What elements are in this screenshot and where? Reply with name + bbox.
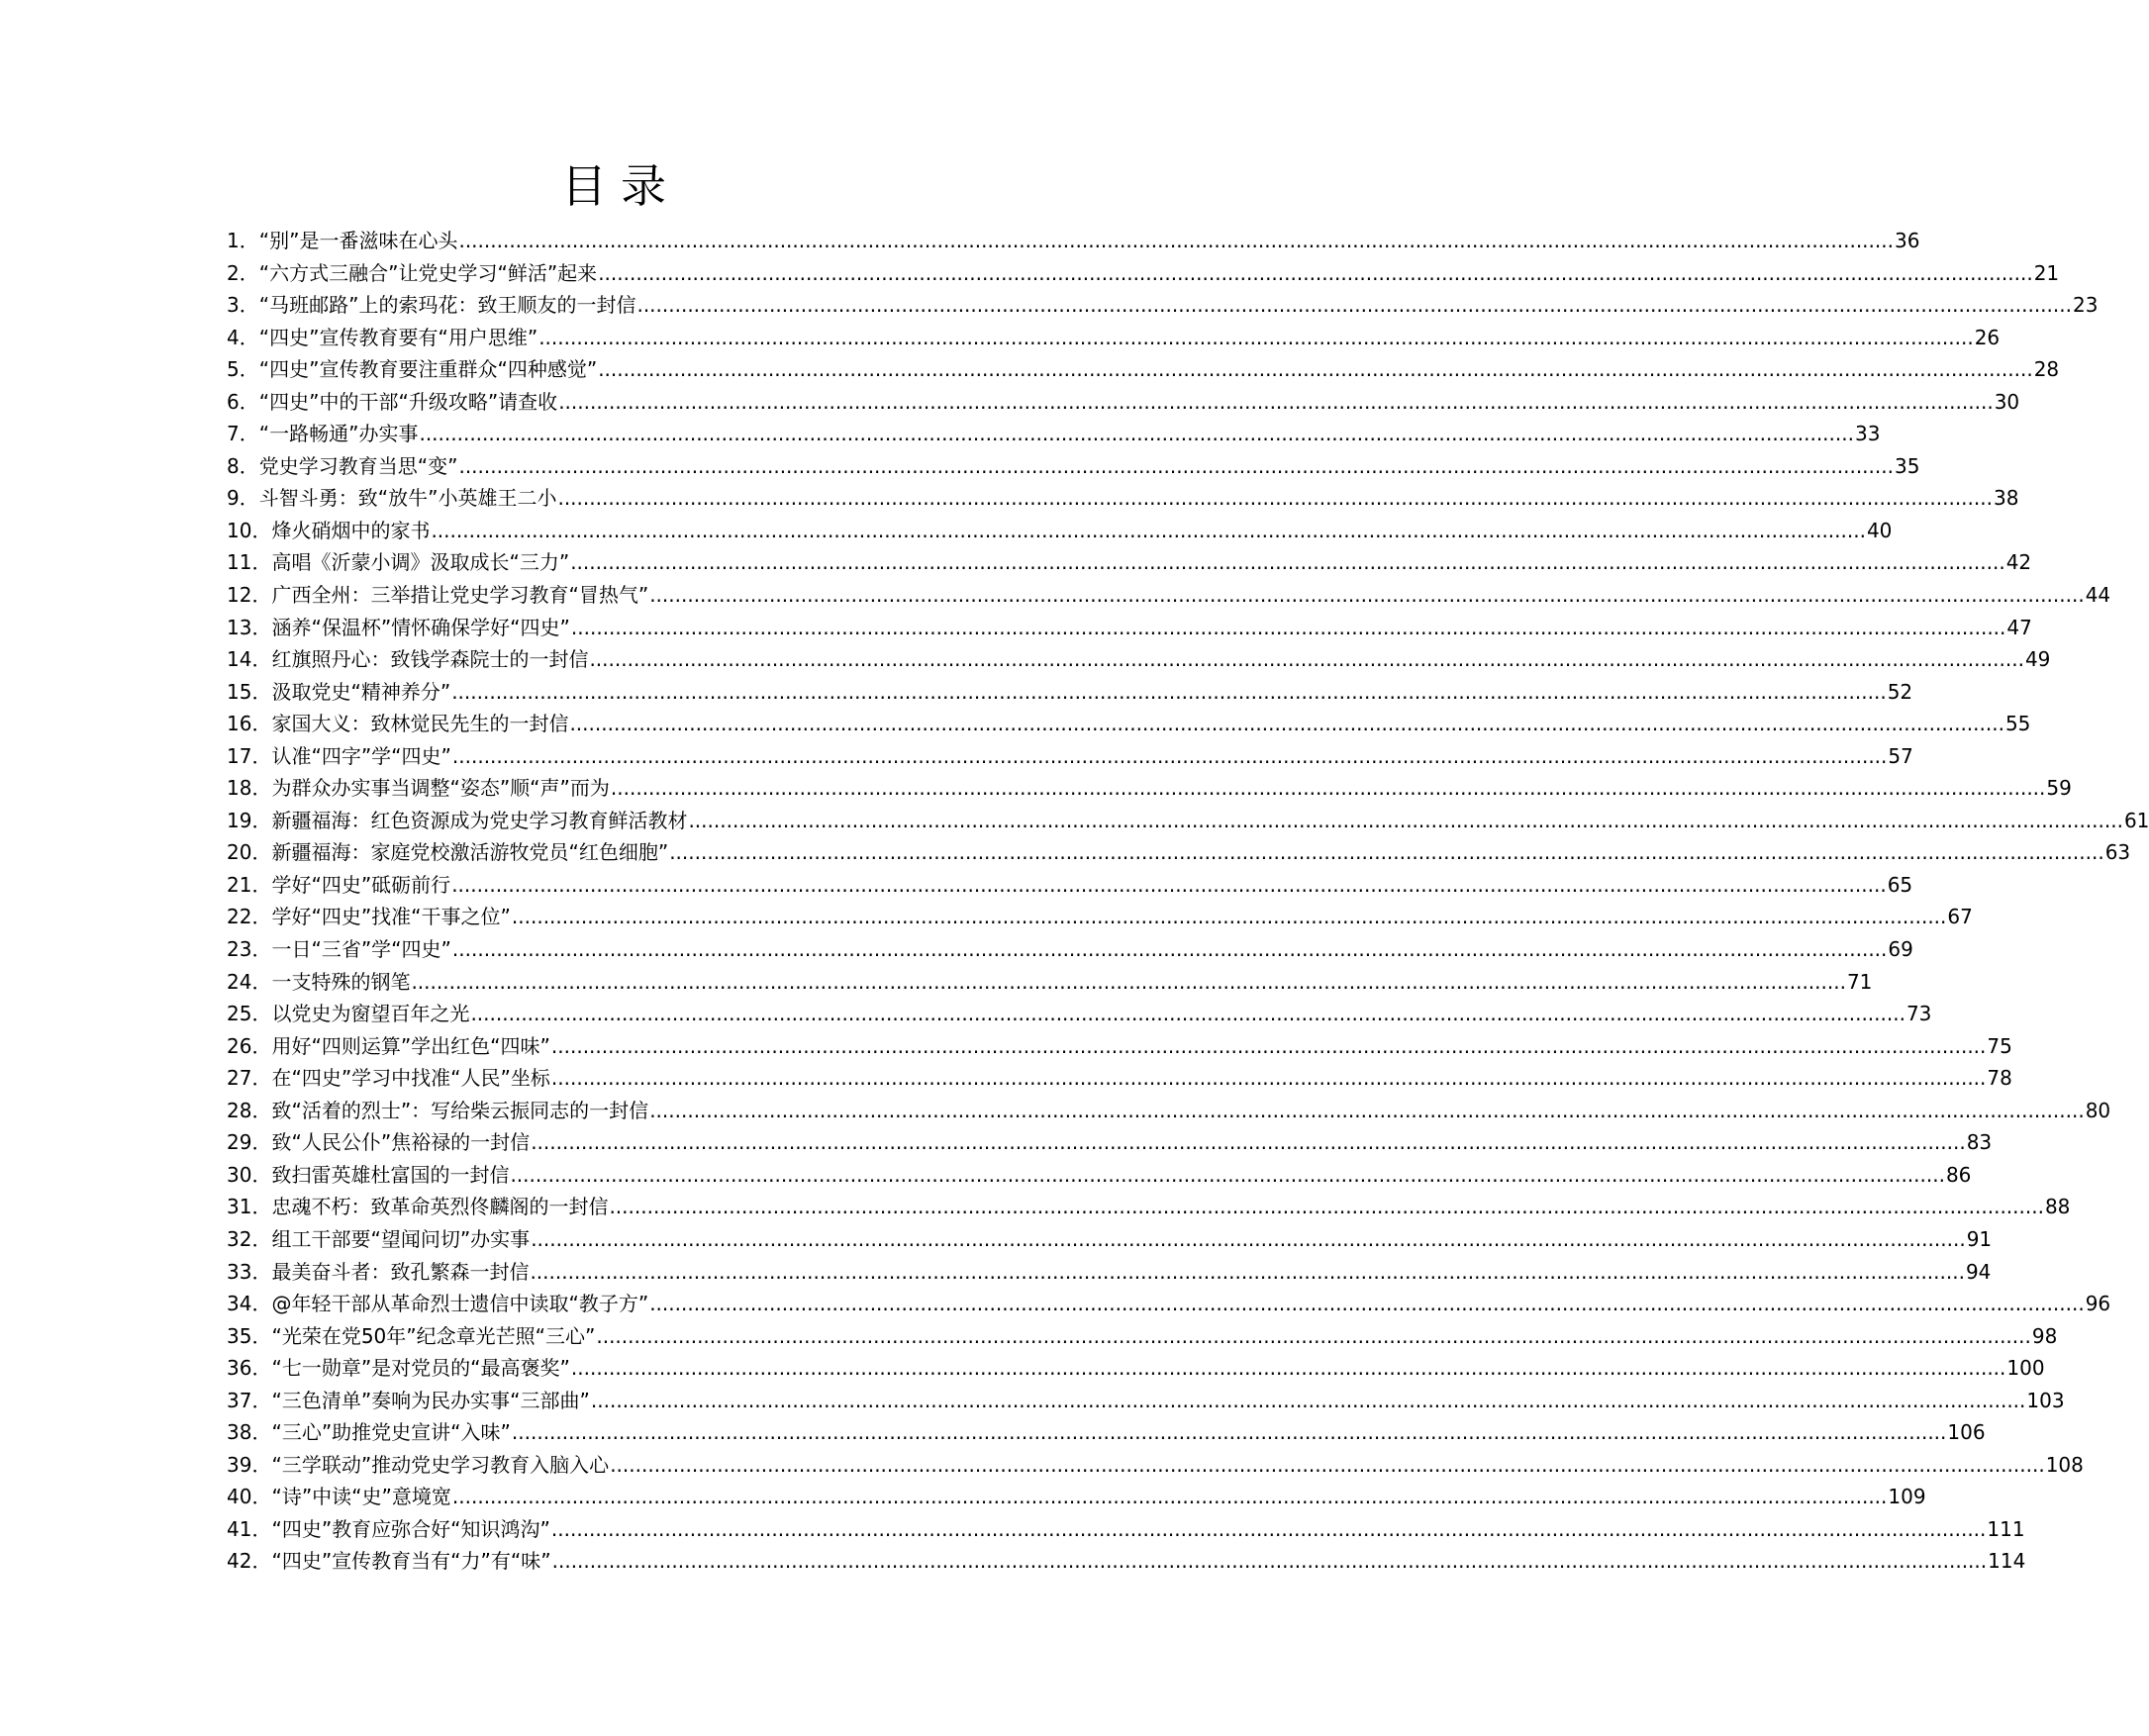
toc-dot-leader bbox=[451, 676, 1887, 709]
toc-entry-title: “四史”宣传教育要有“用户思维” bbox=[258, 325, 538, 349]
toc-dot-leader bbox=[458, 225, 1894, 257]
toc-entry-number: 42． bbox=[227, 1549, 272, 1574]
page-title: 目录 bbox=[561, 159, 680, 213]
toc-entry-title: 致“活着的烈士”：写给柴云振同志的一封信 bbox=[271, 1098, 649, 1122]
toc-dot-leader bbox=[558, 386, 1994, 419]
toc-entry[interactable] bbox=[227, 676, 1913, 709]
toc-entry-title: “一路畅通”办实事 bbox=[258, 422, 419, 446]
toc-entry[interactable] bbox=[227, 933, 1913, 966]
toc-dot-leader bbox=[649, 579, 2085, 612]
toc-entry-page-number: 36 bbox=[1894, 229, 1920, 252]
toc-entry-title: 学好“四史”砥砺前行 bbox=[271, 872, 451, 897]
toc-entry-title: 广西全州：三举措让党史学习教育“冒热气” bbox=[271, 583, 649, 608]
toc-entry-title: 新疆福海：家庭党校激活游牧党员“红色细胞” bbox=[271, 840, 669, 865]
toc-entry-page-number: 42 bbox=[2005, 550, 2032, 575]
toc-entry[interactable] bbox=[227, 708, 2031, 740]
toc-entry-title: 为群众办实事当调整“姿态”顺“声”而为 bbox=[271, 776, 610, 801]
toc-entry-page-number: 63 bbox=[2104, 840, 2131, 865]
toc-entry-page-number: 75 bbox=[1987, 1033, 2012, 1058]
toc-dot-leader bbox=[551, 1513, 1987, 1546]
toc-entry-page-number: 86 bbox=[1945, 1162, 1972, 1187]
toc-entry-number: 31． bbox=[227, 1195, 272, 1219]
toc-entry-title: “诗”中读“史”意境宽 bbox=[271, 1485, 451, 1509]
toc-entry-number: 16． bbox=[227, 712, 272, 736]
toc-entry-page-number: 114 bbox=[1988, 1549, 2026, 1574]
toc-entry[interactable] bbox=[227, 257, 2060, 290]
toc-entry-title: 家国大义：致林觉民先生的一封信 bbox=[271, 712, 569, 736]
toc-entry-page-number: 67 bbox=[1947, 905, 1973, 929]
toc-dot-leader bbox=[688, 805, 2123, 837]
toc-entry-page-number: 100 bbox=[2006, 1356, 2045, 1381]
toc-entry-title: 最美奋斗者：致孔繁森一封信 bbox=[271, 1259, 530, 1284]
toc-entry[interactable] bbox=[227, 869, 1913, 902]
toc-entry[interactable] bbox=[227, 1223, 1993, 1256]
toc-entry-page-number: 69 bbox=[1888, 937, 1913, 962]
toc-entry-number: 7． bbox=[227, 422, 259, 446]
toc-entry[interactable] bbox=[227, 1481, 1926, 1513]
toc-entry-title: 组工干部要“望闻问切”办实事 bbox=[271, 1226, 531, 1251]
toc-dot-leader bbox=[598, 257, 2033, 290]
toc-entry-title: 以党史为窗望百年之光 bbox=[271, 1002, 470, 1026]
toc-entry-number: 19． bbox=[227, 808, 272, 832]
toc-entry-page-number: 65 bbox=[1887, 872, 1913, 897]
toc-entry-title: 认准“四字”学“四史” bbox=[271, 743, 451, 768]
toc-entry-page-number: 73 bbox=[1905, 1002, 1932, 1026]
toc-entry-number: 15． bbox=[227, 679, 272, 704]
toc-dot-leader bbox=[531, 1126, 1966, 1159]
toc-entry-page-number: 26 bbox=[1974, 325, 2001, 349]
toc-dot-leader bbox=[571, 1352, 2006, 1385]
toc-dot-leader bbox=[610, 1449, 2045, 1482]
toc-entry[interactable] bbox=[227, 643, 2051, 676]
toc-entry-number: 9． bbox=[227, 486, 259, 511]
toc-entry-page-number: 44 bbox=[2085, 583, 2111, 608]
toc-entry-number: 20． bbox=[227, 840, 272, 865]
toc-dot-leader bbox=[649, 1288, 2085, 1320]
toc-entry-title: 致扫雷英雄杜富国的一封信 bbox=[271, 1162, 510, 1187]
toc-dot-leader bbox=[649, 1095, 2085, 1127]
toc-entry[interactable] bbox=[227, 1352, 2045, 1385]
toc-entry-title: “四史”教育应弥合好“知识鸿沟” bbox=[271, 1516, 550, 1541]
toc-dot-leader bbox=[510, 1159, 1945, 1192]
toc-entry[interactable] bbox=[227, 998, 1932, 1030]
toc-entry[interactable] bbox=[227, 772, 2072, 805]
toc-entry[interactable] bbox=[227, 450, 1920, 483]
toc-entry-title: 一支特殊的钢笔 bbox=[271, 969, 411, 994]
toc-entry-page-number: 61 bbox=[2123, 808, 2149, 832]
toc-entry[interactable] bbox=[227, 353, 2060, 386]
toc-entry-number: 28． bbox=[227, 1098, 272, 1122]
toc-entry[interactable] bbox=[227, 482, 2019, 515]
toc-entry-title: 烽火硝烟中的家书 bbox=[271, 518, 431, 542]
toc-entry-page-number: 49 bbox=[2024, 647, 2051, 672]
toc-entry-number: 37． bbox=[227, 1388, 272, 1412]
toc-entry-page-number: 55 bbox=[2004, 712, 2031, 736]
toc-entry-page-number: 96 bbox=[2085, 1292, 2111, 1316]
toc-dot-leader bbox=[452, 933, 1888, 966]
toc-entry-page-number: 78 bbox=[1987, 1066, 2012, 1091]
toc-entry-page-number: 108 bbox=[2045, 1452, 2084, 1477]
toc-entry-number: 13． bbox=[227, 615, 272, 639]
toc-entry[interactable] bbox=[227, 1095, 2111, 1127]
toc-entry[interactable] bbox=[227, 966, 1873, 999]
toc-entry-title: 用好“四则运算”学出红色“四味” bbox=[271, 1033, 550, 1058]
toc-entry-page-number: 71 bbox=[1846, 969, 1873, 994]
toc-entry-page-number: 106 bbox=[1947, 1420, 1986, 1445]
toc-entry-number: 21． bbox=[227, 872, 272, 897]
toc-entry-number: 39． bbox=[227, 1452, 272, 1477]
toc-entry[interactable] bbox=[227, 1320, 2058, 1353]
toc-entry-number: 3． bbox=[227, 293, 259, 318]
toc-entry-title: 高唱《沂蒙小调》汲取成长“三力” bbox=[271, 550, 570, 575]
toc-dot-leader bbox=[512, 1416, 1947, 1449]
toc-entry-page-number: 94 bbox=[1965, 1259, 1992, 1284]
toc-entry-number: 22． bbox=[227, 905, 272, 929]
toc-entry[interactable] bbox=[227, 1385, 2065, 1417]
toc-entry[interactable] bbox=[227, 901, 1973, 933]
toc-dot-leader bbox=[419, 418, 1854, 450]
toc-entry-page-number: 57 bbox=[1888, 743, 1913, 768]
toc-entry[interactable] bbox=[227, 805, 2149, 837]
toc-dot-leader bbox=[512, 901, 1947, 933]
toc-entry-title: @年轻干部从革命烈士遗信中读取“教子方” bbox=[271, 1292, 649, 1316]
toc-entry-number: 32． bbox=[227, 1226, 272, 1251]
toc-entry-title: 红旗照丹心：致钱学森院士的一封信 bbox=[271, 647, 589, 672]
toc-dot-leader bbox=[551, 1030, 1987, 1063]
toc-entry-page-number: 83 bbox=[1966, 1130, 1993, 1155]
toc-entry-number: 11． bbox=[227, 550, 272, 575]
toc-entry-title: 涵养“保温杯”情怀确保学好“四史” bbox=[271, 615, 570, 639]
toc-dot-leader bbox=[609, 1191, 2044, 1223]
toc-entry[interactable] bbox=[227, 1416, 1986, 1449]
toc-dot-leader bbox=[538, 322, 1974, 354]
toc-entry-title: “四史”宣传教育要注重群众“四种感觉” bbox=[258, 357, 598, 382]
toc-entry-page-number: 21 bbox=[2033, 260, 2060, 285]
toc-entry-title: “光荣在党50年”纪念章光芒照“三心” bbox=[271, 1323, 596, 1348]
toc-entry-page-number: 111 bbox=[1987, 1516, 2025, 1541]
toc-entry-number: 25． bbox=[227, 1002, 272, 1026]
toc-entry-title: 党史学习教育当思“变” bbox=[258, 453, 458, 478]
toc-entry-number: 23． bbox=[227, 937, 272, 962]
toc-entry[interactable] bbox=[227, 322, 2001, 354]
toc-entry[interactable] bbox=[227, 225, 1920, 257]
toc-dot-leader bbox=[589, 643, 2024, 676]
toc-entry-title: 斗智斗勇：致“放牛”小英雄王二小 bbox=[258, 486, 557, 511]
toc-entry-page-number: 23 bbox=[2072, 293, 2099, 318]
toc-entry-title: 汲取党史“精神养分” bbox=[271, 679, 451, 704]
toc-entry-number: 4． bbox=[227, 325, 259, 349]
toc-entry[interactable] bbox=[227, 1159, 1972, 1192]
toc-dot-leader bbox=[531, 1223, 1966, 1256]
toc-entry[interactable] bbox=[227, 546, 2032, 579]
toc-entry-number: 26． bbox=[227, 1033, 272, 1058]
toc-entry[interactable] bbox=[227, 579, 2111, 612]
toc-dot-leader bbox=[458, 450, 1894, 483]
toc-entry-number: 41． bbox=[227, 1516, 272, 1541]
toc-entry-title: “三学联动”推动党史学习教育入脑入心 bbox=[271, 1452, 610, 1477]
toc-entry-number: 14． bbox=[227, 647, 272, 672]
toc-entry-title: “三心”助推党史宣讲“入味” bbox=[271, 1420, 511, 1445]
toc-entry-title: “三色清单”奏响为民办实事“三部曲” bbox=[271, 1388, 590, 1412]
toc-dot-leader bbox=[530, 1256, 1965, 1289]
toc-dot-leader bbox=[598, 353, 2033, 386]
toc-entry[interactable] bbox=[227, 289, 2099, 322]
toc-entry-page-number: 30 bbox=[1994, 389, 2020, 414]
toc-dot-leader bbox=[470, 998, 1905, 1030]
toc-entry[interactable] bbox=[227, 1191, 2071, 1223]
toc-entry[interactable] bbox=[227, 740, 1913, 773]
toc-dot-leader bbox=[552, 1545, 1988, 1578]
toc-entry[interactable] bbox=[227, 1062, 2012, 1095]
toc-entry-page-number: 52 bbox=[1887, 679, 1913, 704]
toc-entry[interactable] bbox=[227, 418, 1881, 450]
toc-entry-number: 29． bbox=[227, 1130, 272, 1155]
toc-entry-number: 36． bbox=[227, 1356, 272, 1381]
toc-dot-leader bbox=[431, 515, 1866, 547]
toc-entry-title: “七一勋章”是对党员的“最高褒奖” bbox=[271, 1356, 570, 1381]
toc-entry-title: “四史”宣传教育当有“力”有“味” bbox=[271, 1549, 551, 1574]
toc-entry[interactable] bbox=[227, 515, 1893, 547]
toc-entry[interactable] bbox=[227, 1256, 1992, 1289]
toc-entry-number: 6． bbox=[227, 389, 259, 414]
toc-dot-leader bbox=[411, 966, 1846, 999]
toc-entry-page-number: 35 bbox=[1894, 453, 1920, 478]
toc-entry-title: “六方式三融合”让党史学习“鲜活”起来 bbox=[258, 260, 598, 285]
toc-entry[interactable] bbox=[227, 1545, 2026, 1578]
toc-entry-page-number: 80 bbox=[2085, 1098, 2111, 1122]
toc-entry[interactable] bbox=[227, 1288, 2111, 1320]
toc-entry-number: 34． bbox=[227, 1292, 272, 1316]
toc-entry-title: “马班邮路”上的索玛花：致王顺友的一封信 bbox=[258, 293, 636, 318]
toc-dot-leader bbox=[571, 612, 2006, 644]
toc-entry-title: 一日“三省”学“四史” bbox=[271, 937, 451, 962]
toc-entry-title: 新疆福海：红色资源成为党史学习教育鲜活教材 bbox=[271, 808, 688, 832]
toc-dot-leader bbox=[551, 1062, 1987, 1095]
toc-entry-number: 10． bbox=[227, 518, 272, 542]
toc-entry[interactable] bbox=[227, 836, 2131, 869]
toc-entry-title: 忠魂不朽：致革命英烈佟麟阁的一封信 bbox=[271, 1195, 609, 1219]
toc-dot-leader bbox=[570, 546, 2005, 579]
toc-entry-number: 40． bbox=[227, 1485, 272, 1509]
toc-entry-title: 在“四史”学习中找准“人民”坐标 bbox=[271, 1066, 550, 1091]
toc-entry[interactable] bbox=[227, 1513, 2025, 1546]
toc-dot-leader bbox=[636, 289, 2072, 322]
toc-dot-leader bbox=[591, 1385, 2026, 1417]
toc-entry-number: 1． bbox=[227, 229, 259, 252]
toc-entry-title: “别”是一番滋味在心头 bbox=[258, 229, 458, 252]
toc-dot-leader bbox=[557, 482, 1993, 515]
toc-entry-page-number: 98 bbox=[2031, 1323, 2058, 1348]
toc-entry[interactable] bbox=[227, 1449, 2084, 1482]
toc-entry-page-number: 28 bbox=[2033, 357, 2060, 382]
toc-entry-number: 17． bbox=[227, 743, 272, 768]
toc-dot-leader bbox=[452, 740, 1888, 773]
toc-entry[interactable] bbox=[227, 1030, 2012, 1063]
toc-entry[interactable] bbox=[227, 1126, 1993, 1159]
toc-dot-leader bbox=[669, 836, 2104, 869]
toc-entry-page-number: 88 bbox=[2044, 1195, 2071, 1219]
toc-entry-page-number: 33 bbox=[1854, 422, 1881, 446]
toc-entry-title: 致“人民公仆”焦裕禄的一封信 bbox=[271, 1130, 531, 1155]
toc-entry[interactable] bbox=[227, 612, 2032, 644]
toc-entry-number: 38． bbox=[227, 1420, 272, 1445]
toc-entry-number: 27． bbox=[227, 1066, 272, 1091]
toc-entry-page-number: 47 bbox=[2006, 615, 2032, 639]
toc-entry[interactable] bbox=[227, 386, 2020, 419]
toc-entry-page-number: 109 bbox=[1888, 1485, 1926, 1509]
toc-entry-page-number: 40 bbox=[1866, 518, 1893, 542]
toc-entry-page-number: 91 bbox=[1966, 1226, 1993, 1251]
toc-entry-page-number: 38 bbox=[1993, 486, 2019, 511]
toc-entry-number: 12． bbox=[227, 583, 272, 608]
toc-entry-number: 35． bbox=[227, 1323, 272, 1348]
toc-entry-page-number: 59 bbox=[2046, 776, 2072, 801]
table-of-contents bbox=[227, 225, 2149, 1578]
toc-entry-number: 8． bbox=[227, 453, 259, 478]
toc-entry-number: 5． bbox=[227, 357, 259, 382]
toc-entry-number: 2． bbox=[227, 260, 259, 285]
toc-dot-leader bbox=[451, 869, 1887, 902]
toc-entry-number: 30． bbox=[227, 1162, 272, 1187]
toc-entry-number: 18． bbox=[227, 776, 272, 801]
toc-entry-number: 24． bbox=[227, 969, 272, 994]
toc-entry-title: “四史”中的干部“升级攻略”请查收 bbox=[258, 389, 558, 414]
toc-dot-leader bbox=[611, 772, 2046, 805]
toc-entry-page-number: 103 bbox=[2026, 1388, 2065, 1412]
toc-entry-title: 学好“四史”找准“干事之位” bbox=[271, 905, 511, 929]
toc-dot-leader bbox=[596, 1320, 2031, 1353]
toc-entry-number: 33． bbox=[227, 1259, 272, 1284]
toc-dot-leader bbox=[452, 1481, 1888, 1513]
toc-dot-leader bbox=[569, 708, 2004, 740]
